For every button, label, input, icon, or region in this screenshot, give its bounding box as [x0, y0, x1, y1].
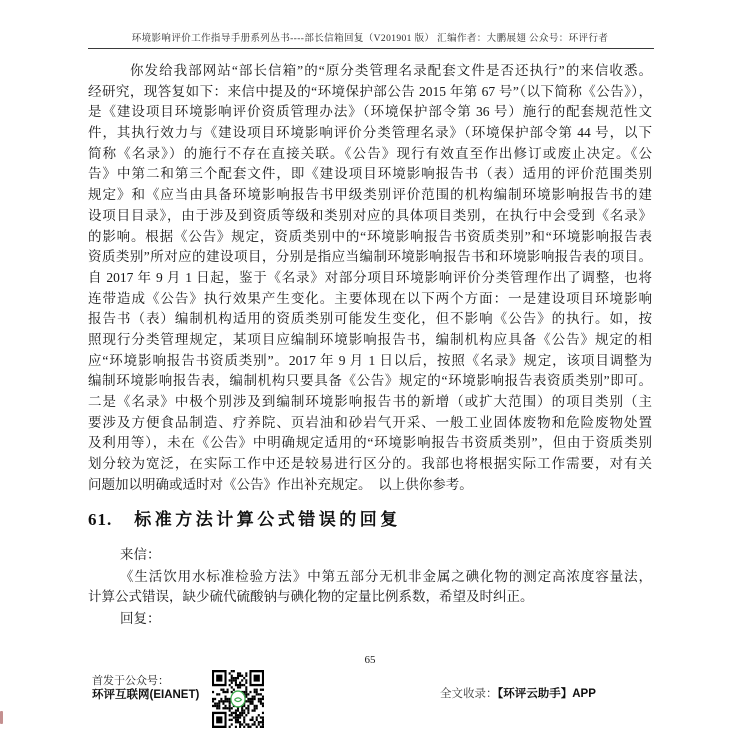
footer-app-name: 【环评云助手】APP [497, 688, 596, 700]
reply-paragraph [88, 61, 652, 495]
body-line: 你发给我部网站“部长信箱”的“原分类管理名录配套文件是否还执行”的来信收悉。 [130, 63, 652, 78]
header-divider [88, 48, 654, 49]
header-text: 环境影响评价工作指导手册系列丛书----部长信箱回复（V201901 版） 汇编作者：大鹏展翅 公众号：环评行者 [131, 34, 609, 44]
body-line: 问题加以明确或适时对《公告》作出补充规定。 以上供你参考。 [88, 476, 473, 492]
body-line: 照现行分类管理规定，某项目应编制环境影响报告书，编制机构应具备《公告》规定的相 [88, 331, 652, 347]
letter-block [88, 545, 652, 629]
footer-publisher-line1: 首发于公众号： [92, 675, 169, 687]
body-line: 应“环境影响报告书资质类别”。2017 年 9 月 1 日以后，按照《名录》规定，该项目调整为 [88, 352, 652, 368]
body-line: 的影响。根据《公告》规定，资质类别中的“环境影响报告书资质类别”和“环境影响报告表 [88, 228, 652, 244]
scan-artifact-mark [0, 711, 3, 724]
body-line: 二是《名录》中极个别涉及到编制环境影响报告书的新增（或扩大范围）的项目类别（主 [88, 394, 652, 409]
footer-publisher [92, 675, 199, 702]
footer-app-note [440, 685, 596, 701]
body-line: 是《建设项目环境影响评价资质管理办法》（环境保护部令第 36 号）施行的配套规范性文 [88, 104, 652, 120]
body-line: 件，其执行效力与《建设项目环境影响评价分类管理名录》（环境保护部令第 44 号，以下 [88, 125, 652, 141]
body-line: 划分较为宽泛，在实际工作中还是较易进行区分的。我部也将根据实际工作需要，对有关 [88, 456, 652, 472]
body-line: 设项目目录》，由于涉及到资质等级和类别对应的具体项目类别，在执行中会受到《名录》 [88, 207, 652, 223]
footer-publisher-line2: 环评互联网(EIANET) [92, 688, 200, 701]
page-number: 65 [364, 654, 376, 666]
footer-app-prefix: 全文收录： [440, 688, 498, 700]
reply-label: 回复： [120, 611, 161, 626]
section-title: 标准方法计算公式错误的回复 [134, 510, 401, 529]
body-line: 经研究，现答复如下：来信中提及的“环境保护部公告 2015 年第 67 号”（以下简称《公告》）， [88, 83, 652, 99]
qr-code-image [212, 670, 264, 728]
body-line: 及利用等），未在《公告》中明确规定适用的“环境影响报告书资质类别”，但由于资质类别 [88, 435, 652, 451]
body-line: 资质类别”所对应的建设项目，分别是指应当编制环境影响报告书和环境影响报告表的项目。 [88, 249, 652, 265]
body-line: 规定》和《应当由具备环境影响报告书甲级类别评价范围的机构编制环境影响报告书的建 [88, 187, 652, 203]
body-line: 编制环境影响报告表，编制机构只要具备《公告》规定的“环境影响报告表资质类别”即可。 [88, 373, 652, 389]
section-heading [88, 505, 652, 530]
incoming-line: 计算公式错误，缺少硫代硫酸钠与碘化物的定量比例系数，希望及时纠正。 [88, 589, 534, 604]
section-number: 61. [88, 510, 113, 529]
incoming-label: 来信： [120, 547, 161, 562]
body-line: 简称《名录》）的施行不存在直接关联。《公告》现行有效直至作出修订或废止决定。《公 [88, 145, 652, 161]
body-line: 告》中第二和第三个配套文件，即《建设项目环境影响报告书（表）适用的评价范围类别 [88, 166, 652, 182]
body-line: 要涉及方便食品制造、疗养院、页岩油和砂岩气开采、一般工业固体废物和危险废物处置 [88, 414, 652, 430]
incoming-line: 《生活饮用水标准检验方法》中第五部分无机非金属之碘化物的测定高浓度容量法， [120, 569, 652, 584]
body-line: 报告书（表）编制机构适用的资质类别可能发生变化，但不影响《公告》的执行。如，按 [88, 311, 652, 327]
body-line: 连带造成《公告》执行效果产生变化。主要体现在以下两个方面：一是建设项目环境影响 [88, 290, 652, 306]
page-header [0, 30, 740, 44]
body-line: 自 2017 年 9 月 1 日起，鉴于《名录》对部分项目环境影响评价分类管理作出了调整，也将 [88, 269, 652, 285]
